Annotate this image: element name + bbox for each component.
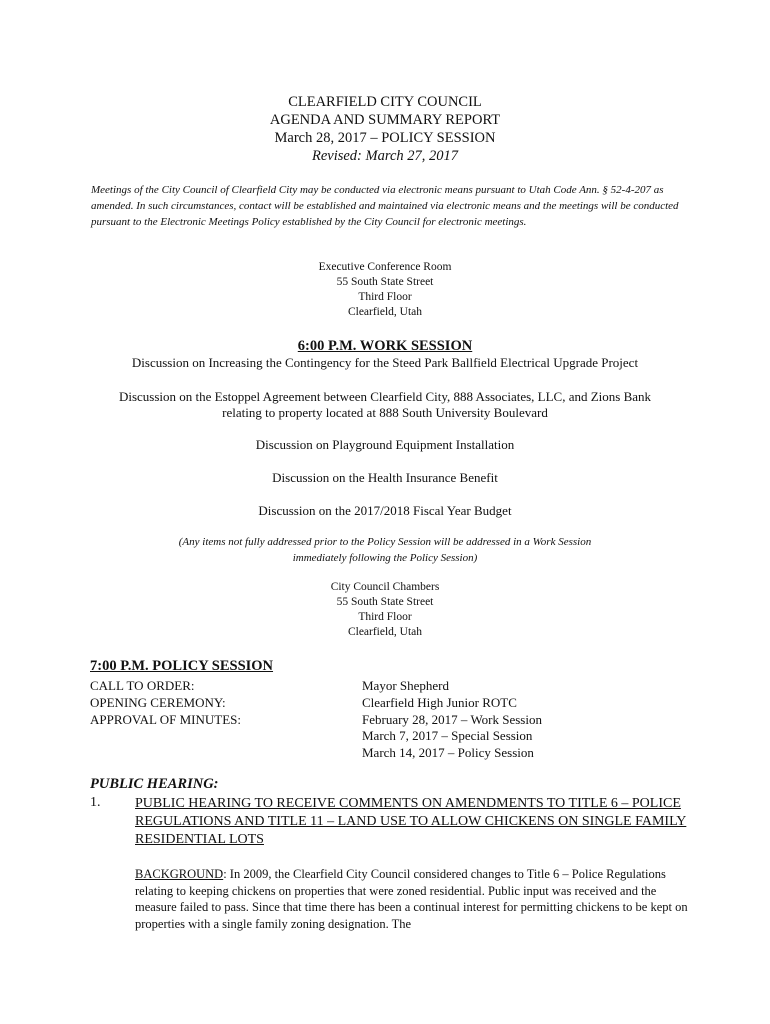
location-line: Third Floor [358, 611, 412, 623]
work-session-item: relating to property located at 888 South University Boulevard [222, 405, 548, 420]
approval-minutes-value: March 14, 2017 – Policy Session [362, 745, 534, 760]
electronic-meetings-notice: Meetings of the City Council of Clearfield City may be conducted via electronic means pursuant to Utah Code Ann. § 52-4-207 as amended. In such circumstances, contact will be established and maintained via electronic means and the meetings will be conducted pursuant to the Electronic Meetings Policy established by the City Council for electronic meetings. [91, 184, 679, 228]
background-label: BACKGROUND [135, 867, 224, 881]
opening-ceremony-value: Clearfield High Junior ROTC [362, 695, 517, 710]
background-text: : In 2009, the Clearfield City Council considered changes to Title 6 – Police Regulations relating to keeping chickens on properties that were zoned residential. Public input was received and the measure failed to pass. Since that time there has been a continual interest for permitting chickens to be kept on properties with a single family zoning designation. The [135, 867, 688, 931]
location-line: 55 South State Street [336, 596, 434, 608]
work-session-title: 6:00 P.M. WORK SESSION [297, 338, 473, 354]
approval-minutes-value: February 28, 2017 – Work Session [362, 712, 542, 727]
location-line: Executive Conference Room [318, 261, 452, 273]
work-session-item: Discussion on Playground Equipment Installation [255, 437, 515, 452]
public-hearing-heading: PUBLIC HEARING: [90, 776, 219, 792]
call-to-order-value: Mayor Shepherd [362, 678, 450, 693]
note-line: immediately following the Policy Session) [292, 552, 478, 564]
report-title: AGENDA AND SUMMARY REPORT [269, 112, 501, 128]
session-date: March 28, 2017 – POLICY SESSION [274, 130, 496, 146]
public-hearing-item-title: PUBLIC HEARING TO RECEIVE COMMENTS ON AMENDMENTS TO TITLE 6 – POLICE REGULATIONS AND TITLE 11 – LAND USE TO ALLOW CHICKENS ON SINGLE FAMILY RESIDENTIAL LOTS [135, 796, 687, 847]
work-session-item: Discussion on the 2017/2018 Fiscal Year Budget [258, 503, 512, 518]
location-line: Clearfield, Utah [347, 306, 423, 318]
approval-minutes-label: APPROVAL OF MINUTES: [90, 712, 241, 727]
location-line: Clearfield, Utah [347, 626, 423, 638]
policy-session-title: 7:00 P.M. POLICY SESSION [90, 658, 274, 674]
revised-date: Revised: March 27, 2017 [311, 148, 459, 164]
background-paragraph [135, 866, 695, 932]
work-session-item: Discussion on Increasing the Contingency for the Steed Park Ballfield Electrical Upgrade Project [131, 355, 639, 370]
location-line: Third Floor [358, 291, 412, 303]
note-line: (Any items not fully addressed prior to the Policy Session will be addressed in a Work Session [178, 536, 592, 548]
location-chambers [0, 580, 770, 640]
location-line: City Council Chambers [330, 581, 440, 593]
work-session-item: Discussion on the Estoppel Agreement between Clearfield City, 888 Associates, LLC, and Zions Bank [118, 389, 652, 404]
council-name: CLEARFIELD CITY COUNCIL [288, 94, 482, 110]
opening-ceremony-label: OPENING CEREMONY: [90, 695, 226, 710]
location-line: 55 South State Street [336, 276, 434, 288]
approval-minutes-value: March 7, 2017 – Special Session [362, 728, 533, 743]
agenda-header [0, 93, 770, 165]
call-to-order-label: CALL TO ORDER: [90, 678, 195, 693]
work-session-note [0, 534, 770, 566]
item-number: 1. [90, 795, 101, 810]
location-executive [0, 260, 770, 320]
work-session-item: Discussion on the Health Insurance Benefit [272, 470, 498, 485]
